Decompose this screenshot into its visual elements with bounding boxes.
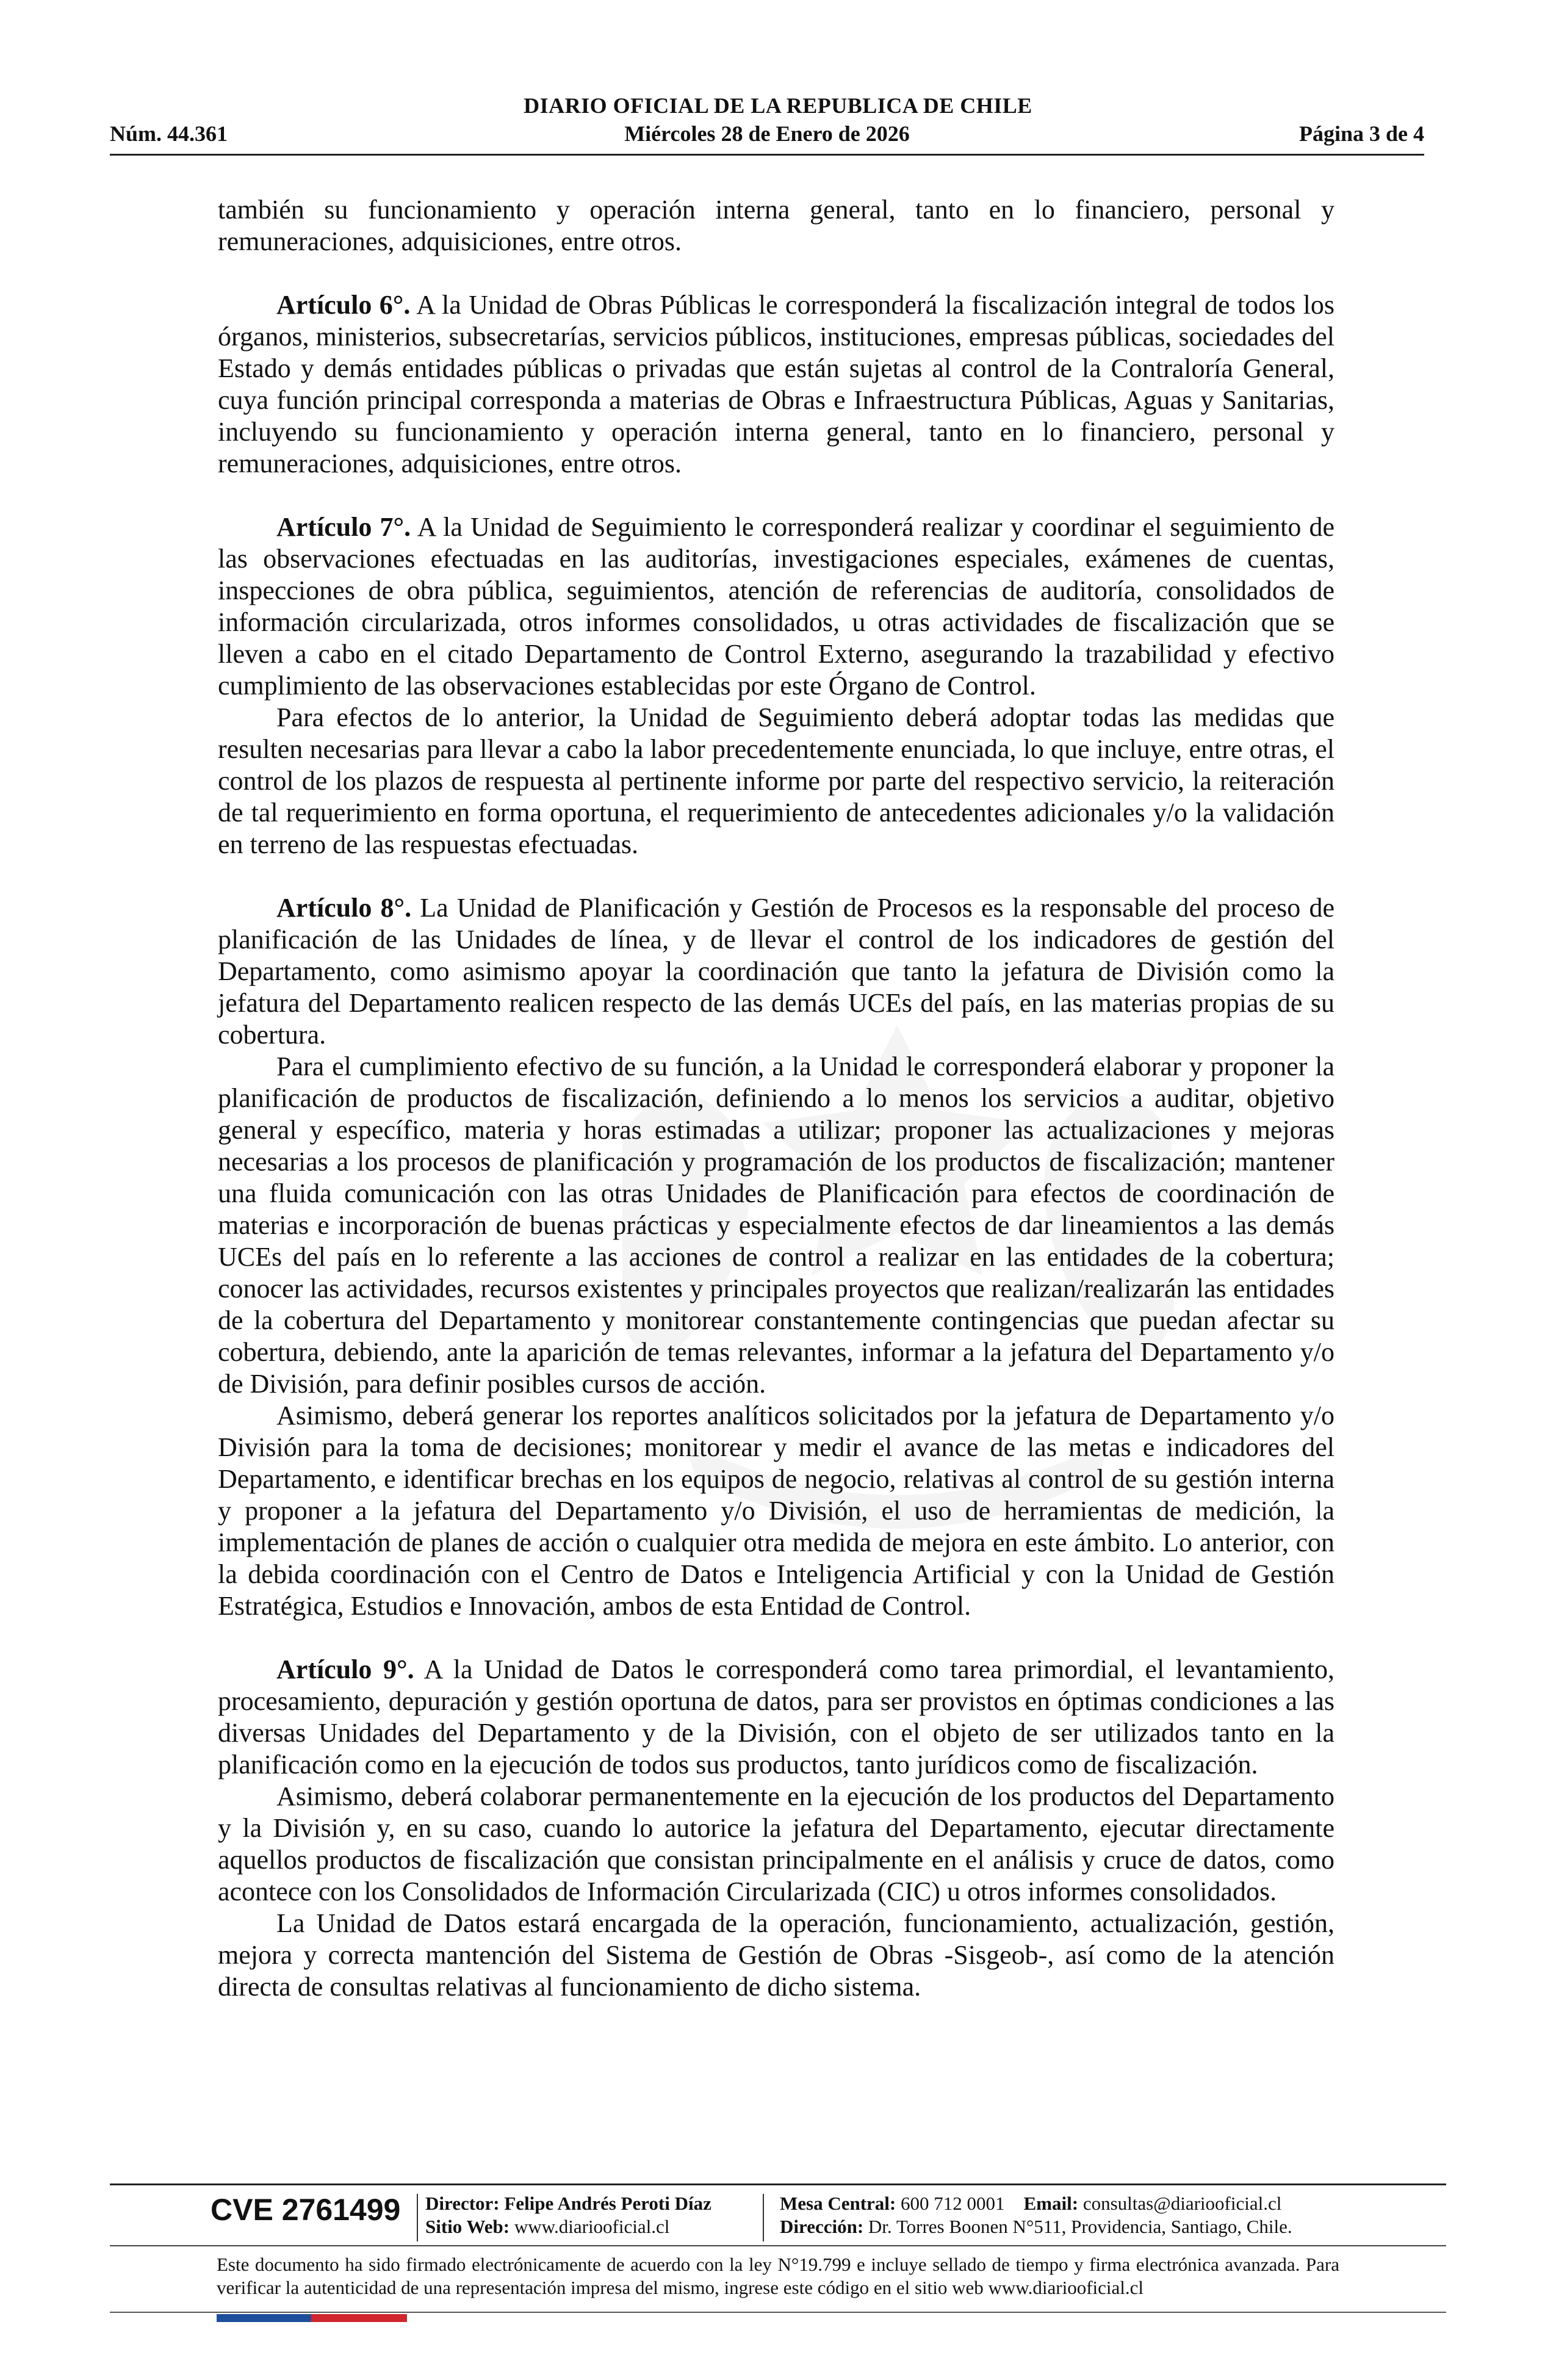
footer-divider-middle (110, 2245, 1446, 2246)
article-8 (218, 892, 1334, 1051)
article-8-text: La Unidad de Planificación y Gestión de Procesos es la responsable del proceso de planificación de las Unidades de línea, y de llevar el control de los indicadores de gestión del Departamento, como asimismo apoyar la coordinación que tanto la jefatura de División como la jefatura del Departamento realicen respecto de las demás UCEs del país, en las materias propias de su cobertura. (218, 893, 1334, 1050)
email-link[interactable]: consultas@diariooficial.cl (1082, 2193, 1282, 2214)
footer-divider-top (110, 2183, 1446, 2185)
footer-separator (417, 2194, 418, 2241)
footer-separator (763, 2194, 764, 2241)
article-9-text: A la Unidad de Datos le corresponderá como tarea primordial, el levantamiento, procesamiento, depuración y gestión oportuna de datos, para ser provistos en óptimas condiciones a las diversas Unidades del Departamento y de la División, con el objeto de ser utilizados tanto en la planificación como en la ejecución de todos sus productos, tanto jurídicos como de fiscalización. (218, 1654, 1335, 1780)
article-7-text: A la Unidad de Seguimiento le corresponderá realizar y coordinar el seguimiento de las observaciones efectuadas en las auditorías, investigaciones especiales, exámenes de cuentas, inspecciones de obra pública, seguimientos, atención de referencias de auditoría, consolidados de información circularizada, otros informes consolidados, u otras actividades de fiscalización que se lleven a cabo en el citado Departamento de Control Externo, asegurando la trazabilidad y efectivo cumplimiento de las observaciones establecidas por este Órgano de Control. (218, 512, 1334, 701)
address-text: Dr. Torres Boonen N°511, Providencia, Santiago, Chile. (868, 2216, 1292, 2237)
address-label: Dirección: (780, 2216, 864, 2237)
footer-divider-bottom (110, 2312, 1446, 2313)
article-8-paragraph-2: Para el cumplimiento efectivo de su función, a la Unidad le corresponderá elaborar y proponer la planificación de productos de fiscalización, definiendo a lo menos los servicios a auditar, objetivo general y específico, materia y horas estimadas a utilizar; proponer las actualizaciones y mejoras necesarias a los procesos de planificación y programación de los productos de fiscalización; mantener una fluida comunicación con las otras Unidades de Planificación para efectos de coordinación de materias e incorporación de buenas prácticas y especialmente efectos de dar lineamientos a las demás UCEs del país en lo referente a las acciones de control a realizar en las entidades de la cobertura; conocer las actividades, recursos existentes y principales proyectos que realizan/realizarán las entidades de la cobertura del Departamento y monitorear constantemente contingencias que puedan afectar su cobertura, debiendo, ante la aparición de temas relevantes, informar a la jefatura del Departamento y/o de División, para definir posibles cursos de acción. (218, 1051, 1334, 1399)
article-8-paragraph-3: Asimismo, deberá generar los reportes analíticos solicitados por la jefatura de Departamento y/o División para la toma de decisiones; monitorear y medir el avance de las metas e indicadores del Departamento, e identificar brechas en los equipos de negocio, relativas al control de su gestión interna y proponer a la jefatura del Departamento y/o División, el uso de herramientas de medición, la implementación de planes de acción o cualquier otra medida de mejora en este ámbito. Lo anterior, con la debida coordinación con el Centro de Datos e Inteligencia Artificial y con la Unidad de Gestión Estratégica, Estudios e Innovación, ambos de esta Entidad de Control. (218, 1401, 1334, 1621)
article-9 (218, 1654, 1334, 1781)
header-row (110, 121, 1424, 151)
article-7-paragraph-2: Para efectos de lo anterior, la Unidad de Seguimiento deberá adoptar todas las medidas que resulten necesarias para llevar a cabo la labor precedentemente enunciada, lo que incluye, entre otras, el control de los plazos de respuesta al pertinente informe por parte del respectivo servicio, la reiteración de tal requerimiento en forma oportuna, el requerimiento de antecedentes adicionales y/o la validación en terreno de las respuestas efectuadas. (218, 702, 1334, 859)
article-6-text: A la Unidad de Obras Públicas le corresponderá la fiscalización integral de todos los órganos, ministerios, subsecretarías, servicios públicos, instituciones, empresas públicas, sociedades del Estado y demás entidades públicas o privadas que están sujetas al control de la Contraloría General, cuya función principal corresponda a materias de Obras e Infraestructura Públicas, Aguas y Sanitarias, incluyendo su funcionamiento y operación interna general, tanto en lo financiero, personal y remuneraciones, adquisiciones, entre otros. (218, 290, 1334, 478)
newspaper-title: DIARIO OFICIAL DE LA REPUBLICA DE CHILE (524, 93, 1032, 118)
article-7-heading: Artículo 7°. (276, 512, 411, 542)
flag-stripe-blue (217, 2314, 311, 2322)
issue-number: Núm. 44.361 (110, 121, 228, 146)
issue-date: Miércoles 28 de Enero de 2026 (624, 121, 910, 146)
footer-director-column (425, 2192, 711, 2238)
article-7 (218, 511, 1334, 702)
footer-contact-column (780, 2192, 1292, 2238)
director-label: Director: (425, 2193, 500, 2214)
email-label: Email: (1023, 2193, 1079, 2214)
website-link[interactable]: www.diariooficial.cl (514, 2216, 670, 2237)
paragraph-continuation: también su funcionamiento y operación interna general, tanto en lo financiero, personal y remuneraciones, adquisiciones, entre otros. (218, 195, 1334, 256)
page-indicator: Página 3 de 4 (1298, 121, 1424, 146)
phone-label: Mesa Central: (780, 2193, 896, 2214)
website-label: Sitio Web: (425, 2216, 510, 2237)
article-6-heading: Artículo 6°. (276, 290, 411, 320)
article-9-paragraph-2: Asimismo, deberá colaborar permanentemente en la ejecución de los productos del Departamento y la División y, en su caso, cuando lo autorice la jefatura del Departamento, ejecutar directamente aquellos productos de fiscalización que consistan principalmente en el análisis y cruce de datos, como acontece con los Consolidados de Información Circularizada (CIC) u otros informes consolidados. (218, 1781, 1334, 1906)
flag-stripe-red (311, 2314, 407, 2322)
director-name: Felipe Andrés Peroti Díaz (504, 2193, 711, 2214)
document-body (218, 194, 1334, 2003)
electronic-signature-note: Este documento ha sido firmado electrónicamente de acuerdo con la ley N°19.799 e incluye sellado de tiempo y firma electrónica avanzada. Para verificar la autenticidad de una representación impresa del mismo, ingrese este código en el sitio web www.diariooficial.cl (217, 2254, 1339, 2298)
header-divider (110, 154, 1424, 156)
article-9-heading: Artículo 9°. (276, 1654, 414, 1684)
article-9-paragraph-3: La Unidad de Datos estará encargada de la operación, funcionamiento, actualización, gestión, mejora y correcta mantención del Sistema de Gestión de Obras -Sisgeob-, así como de la atención directa de consultas relativas al funcionamiento de dicho sistema. (218, 1908, 1334, 2002)
cve-code: CVE 2761499 (211, 2193, 401, 2227)
article-6 (218, 289, 1334, 480)
article-8-heading: Artículo 8°. (276, 893, 412, 923)
phone-number: 600 712 0001 (901, 2193, 1005, 2214)
